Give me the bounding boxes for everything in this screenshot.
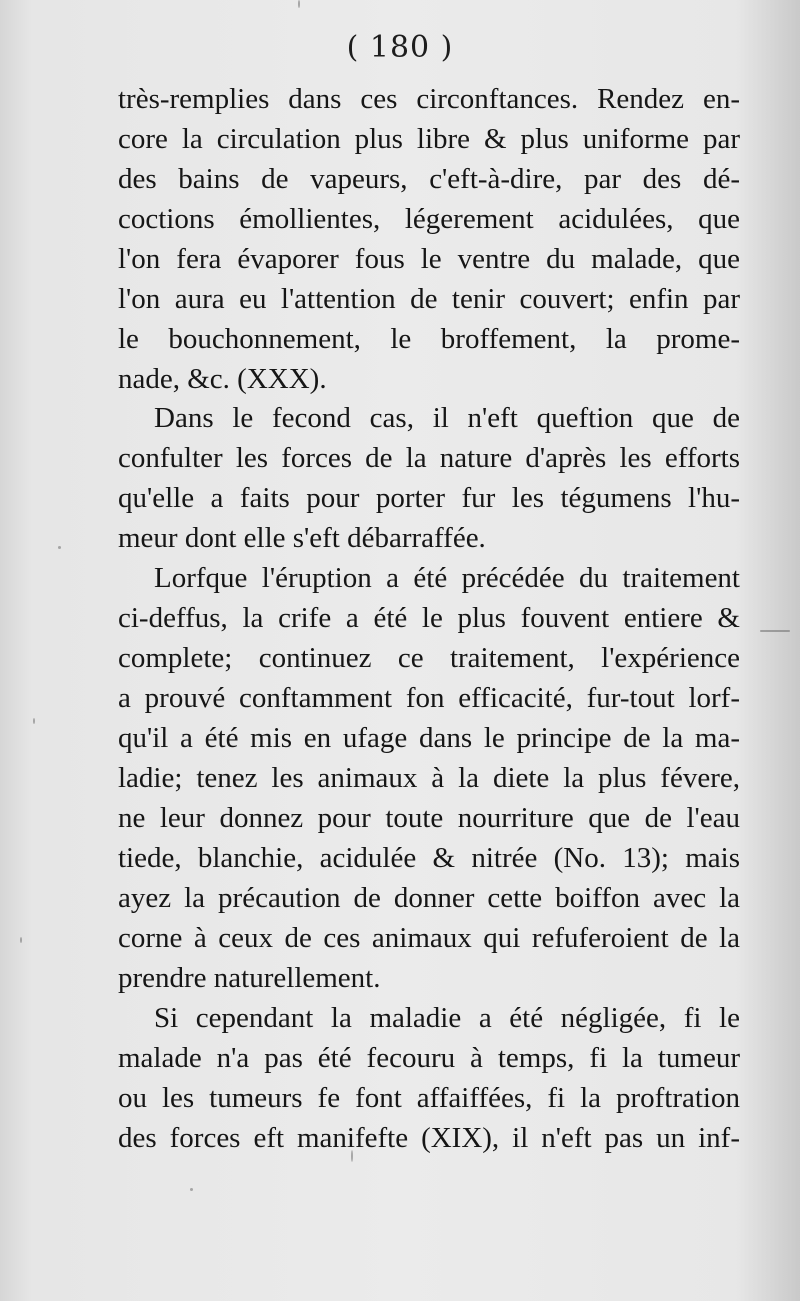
paper-speck — [58, 546, 61, 549]
text-line: qu'il a été mis en ufage dans le principe de la ma- — [118, 722, 740, 754]
text-line: l'on fera évaporer fous le ventre du malade, que — [118, 243, 740, 275]
text-line: ladie; tenez les animaux à la diete la plus févere, — [118, 762, 740, 794]
text-line: malade n'a pas été fecouru à temps, fi la tumeur — [118, 1042, 740, 1074]
text-line: ne leur donnez pour toute nourriture que de l'eau — [118, 802, 740, 834]
text-line: a prouvé conftamment fon efficacité, fur-tout lorf- — [118, 682, 740, 714]
text-line: Lorfque l'éruption a été précédée du traitement — [154, 562, 740, 594]
text-line: core la circulation plus libre & plus uniforme par — [118, 123, 740, 155]
text-line: confulter les forces de la nature d'après les efforts — [118, 442, 740, 474]
text-line: ci-deffus, la crife a été le plus fouvent entiere & — [118, 602, 740, 634]
text-line: ou les tumeurs fe font affaiffées, fi la proftration — [118, 1082, 740, 1114]
text-line: très-remplies dans ces circonftances. Rendez en- — [118, 83, 740, 115]
text-line: corne à ceux de ces animaux qui refuferoient de la — [118, 922, 740, 954]
text-line: ayez la précaution de donner cette boiffon avec la — [118, 882, 740, 914]
paper-speck — [33, 718, 35, 724]
text-line: prendre naturellement. — [118, 962, 381, 994]
paper-speck — [298, 0, 300, 8]
paper-speck — [20, 937, 22, 943]
text-line: l'on aura eu l'attention de tenir couvert; enfin par — [118, 283, 740, 315]
text-line: des bains de vapeurs, c'eft-à-dire, par des dé- — [118, 163, 740, 195]
text-line: complete; continuez ce traitement, l'expérience — [118, 642, 740, 674]
text-line: Dans le fecond cas, il n'eft queftion que de — [154, 402, 740, 434]
paper-speck — [760, 630, 790, 632]
text-line: coctions émollientes, légerement acidulées, que — [118, 203, 740, 235]
text-line: le bouchonnement, le broffement, la prome- — [118, 323, 740, 355]
text-line: des forces eft manifefte (XIX), il n'eft pas un inf- — [118, 1122, 740, 1154]
text-line: Si cependant la maladie a été négligée, fi le — [154, 1002, 740, 1034]
page-number: ( 180 ) — [346, 30, 454, 65]
text-line: meur dont elle s'eft débarraffée. — [118, 522, 486, 554]
text-line: qu'elle a faits pour porter fur les tégumens l'hu- — [118, 482, 740, 514]
text-line: tiede, blanchie, acidulée & nitrée (No. 13); mais — [118, 842, 740, 874]
paper-speck — [190, 1188, 193, 1191]
paper-speck — [351, 1150, 353, 1162]
text-line: nade, &c. (XXX). — [118, 363, 327, 395]
